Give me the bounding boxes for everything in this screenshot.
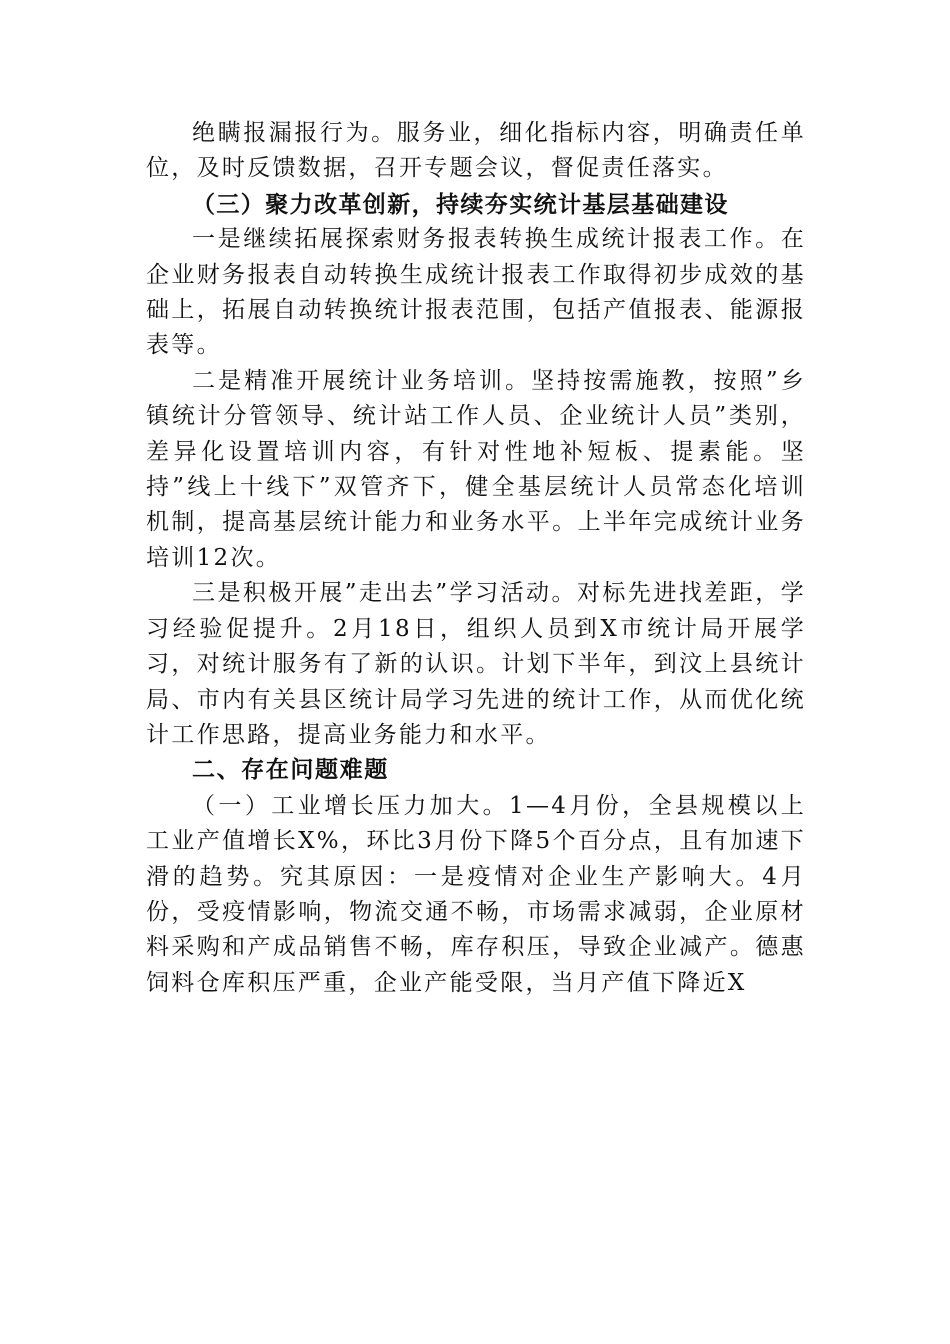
paragraph-study-visits: 三是积极开展”走出去”学习活动。对标先进找差距，学习经验促提升。2月18日，组织人员到X市统计局开展学习，对统计服务有了新的认识。计划下半年，到汶上县统计局、市内有关县区统计局学习先进的统计工作，从而优化统计工作思路，提高业务能力和水平。 <box>146 580 806 748</box>
paragraph-industrial-growth: （一）工业增长压力加大。1—4月份，全县规模以上工业产值增长X%，环比3月份下降5个百分点，且有加速下滑的趋势。究其原因：一是疫情对企业生产影响大。4月份，受疫情影响，物流交通不畅，市场需求减弱，企业原材料采购和产成品销售不畅，库存积压，导致企业减产。德惠饲料仓库积压严重，企业产能受限，当月产值下降近X <box>146 792 806 996</box>
paragraph-service-industry: 绝瞒报漏报行为。服务业，细化指标内容，明确责任单位，及时反馈数据，召开专题会议，督促责任落实。 <box>146 120 806 182</box>
section-heading-reform: （三）聚力改革创新，持续夯实统计基层基础建设 <box>192 190 729 218</box>
document-body <box>146 116 806 1001</box>
paragraph-training: 二是精准开展统计业务培训。坚持按需施教，按照”乡镇统计分管领导、统计站工作人员、企业统计人员”类别，差异化设置培训内容，有针对性地补短板、提素能。坚持”线上十线下”双管齐下，健全基层统计人员常态化培训机制，提高基层统计能力和业务水平。上半年完成统计业务培训12次。 <box>146 367 806 571</box>
section-heading-problems: 二、存在问题难题 <box>192 757 389 784</box>
paragraph-financial-reports: 一是继续拓展探索财务报表转换生成统计报表工作。在企业财务报表自动转换生成统计报表工作取得初步成效的基础上，拓展自动转换统计报表范围，包括产值报表、能源报表等。 <box>146 226 806 359</box>
